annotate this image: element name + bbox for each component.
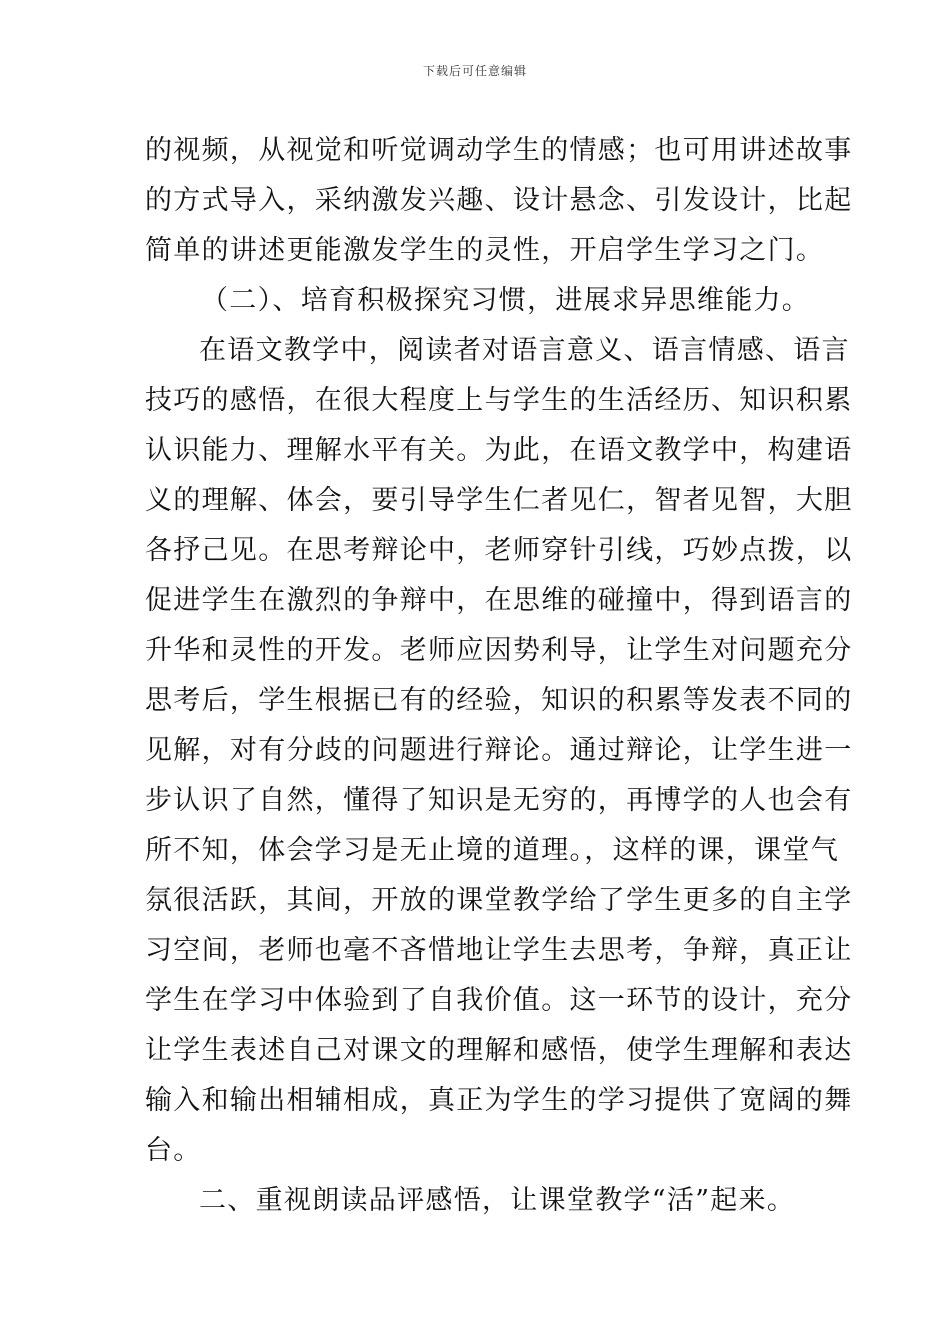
paragraph-first-line: 在语文教学中，阅读者对语言意义、语言情感、语言: [199, 335, 850, 366]
text-line: 认识能力、理解水平有关。为此，在语文教学中，构建语: [145, 435, 853, 466]
document-body: [145, 126, 853, 1226]
text-line: 的视频，从视觉和听觉调动学生的情感；也可用讲述故事: [145, 135, 853, 166]
text-line: 见解，对有分歧的问题进行辩论。通过辩论，让学生进一: [145, 735, 853, 766]
text-line: 义的理解、体会，要引导学生仁者见仁，智者见智，大胆: [145, 485, 853, 516]
text-line: 促进学生在激烈的争辩中，在思维的碰撞中，得到语言的: [145, 585, 853, 616]
section-heading: （二）、培育积极探究习惯，进展求异思维能力。: [201, 285, 811, 316]
text-line: 简单的讲述更能激发学生的灵性，开启学生学习之门。: [145, 235, 825, 266]
page-header: 下载后可任意编辑: [422, 64, 527, 78]
text-line: 台。: [145, 1135, 202, 1166]
text-line: 让学生表述自己对课文的理解和感悟，使学生理解和表达: [145, 1035, 853, 1066]
text-line: 所不知，体会学习是无止境的道理。，这样的课，课堂气: [145, 835, 839, 866]
text-line: 步认识了自然，懂得了知识是无穷的，再博学的人也会有: [145, 785, 853, 816]
text-line: 学生在学习中体验到了自我价值。这一环节的设计，充分: [145, 985, 853, 1016]
text-line: 氛很活跃，其间，开放的课堂教学给了学生更多的自主学: [145, 885, 853, 916]
text-line: 思考后，学生根据已有的经验，知识的积累等发表不同的: [145, 685, 853, 716]
text-line: 升华和灵性的开发。老师应因势利导，让学生对问题充分: [145, 635, 853, 666]
text-line: 的方式导入，采纳激发兴趣、设计悬念、引发设计，比起: [145, 185, 853, 216]
text-line: 输入和输出相辅相成，真正为学生的学习提供了宽阔的舞: [145, 1085, 853, 1116]
text-line: 各抒己见。在思考辩论中，老师穿针引线，巧妙点拨，以: [145, 535, 853, 566]
text-line: 技巧的感悟，在很大程度上与学生的生活经历、知识积累: [145, 385, 853, 416]
section-heading: 二、重视朗读品评感悟，让课堂教学“活”起来。: [199, 1185, 796, 1216]
text-line: 习空间，老师也毫不吝惜地让学生去思考，争辩，真正让: [145, 935, 853, 966]
